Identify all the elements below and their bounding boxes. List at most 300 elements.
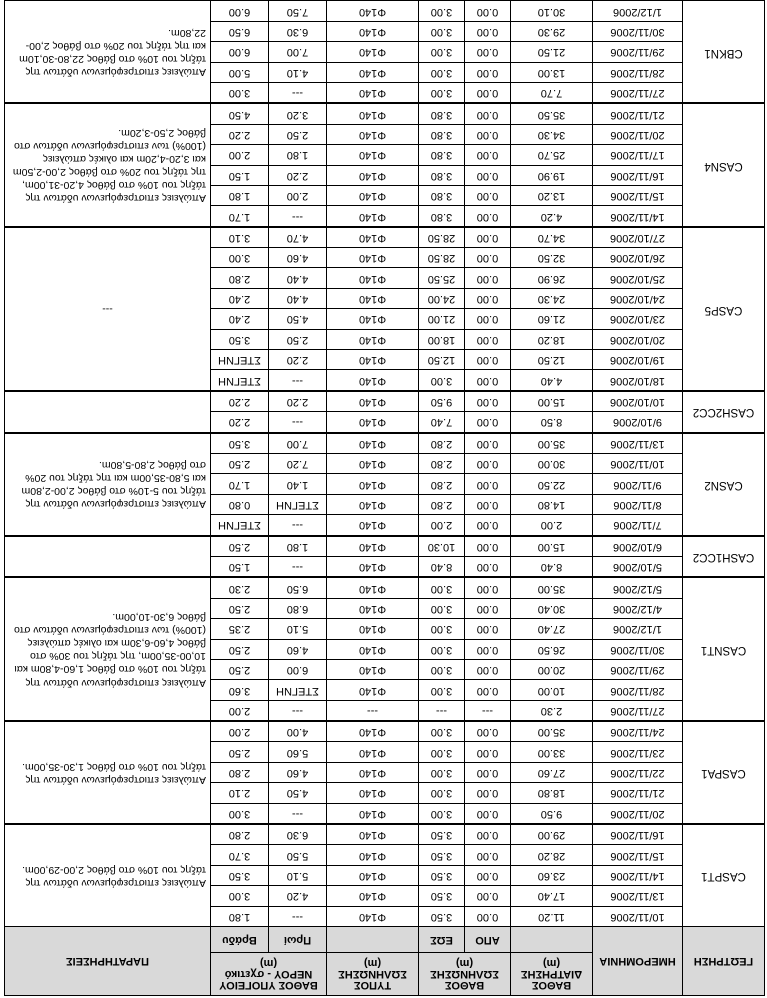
cell-date: 29/11/2006 (593, 42, 683, 62)
cell-water-morning: 6.30 (269, 21, 327, 41)
cell-date: 20/11/2006 (593, 124, 683, 144)
cell-depth: 14.80 (511, 494, 593, 514)
cell-casing-to: 28.50 (419, 227, 465, 248)
borehole-name: CBKN1 (683, 1, 765, 103)
cell-casing-from: 0.00 (465, 639, 511, 659)
cell-casing-to: 3.00 (419, 62, 465, 82)
cell-depth: 15.00 (511, 536, 593, 557)
cell-depth: 30.10 (511, 1, 593, 21)
cell-date: 23/10/2006 (593, 309, 683, 329)
header-casing-depth: ΒΑΘΟΣ ΣΩΛΗΝΩΣΗΣ (m) (419, 953, 511, 996)
cell-casing-type: Φ140 (327, 329, 419, 349)
header-type-blank (327, 927, 419, 953)
cell-casing-to: 7.40 (419, 412, 465, 433)
header-from: ΑΠΟ (465, 927, 511, 953)
borehole-name: CASNT1 (683, 577, 765, 721)
cell-casing-from: 0.00 (465, 350, 511, 370)
cell-depth: 30.40 (511, 598, 593, 618)
cell-casing-to: 2.80 (419, 494, 465, 514)
cell-casing-from: 0.00 (465, 659, 511, 679)
cell-date: 1/12/2006 (593, 619, 683, 639)
cell-depth: 35.00 (511, 577, 593, 598)
table-row (5, 906, 765, 926)
cell-casing-type: Φ140 (327, 494, 419, 514)
cell-water-evening: 3.70 (211, 845, 269, 865)
cell-water-morning: 4.50 (269, 783, 327, 803)
cell-date: 10/11/2006 (593, 454, 683, 474)
cell-casing-type: Φ140 (327, 536, 419, 557)
cell-water-evening: 2.30 (211, 577, 269, 598)
cell-casing-type: Φ140 (327, 762, 419, 782)
cell-casing-type: Φ140 (327, 619, 419, 639)
cell-casing-type: Φ140 (327, 206, 419, 227)
cell-water-evening: 2.10 (211, 783, 269, 803)
cell-depth: 34.30 (511, 124, 593, 144)
cell-casing-from: 0.00 (465, 494, 511, 514)
cell-water-evening: 2.00 (211, 145, 269, 165)
cell-casing-from: 0.00 (465, 21, 511, 41)
cell-date: 4/12/2006 (593, 598, 683, 618)
cell-date: 27/11/2006 (593, 82, 683, 103)
cell-casing-from: 0.00 (465, 619, 511, 639)
cell-water-evening: 6.00 (211, 42, 269, 62)
cell-water-evening: 3.50 (211, 865, 269, 885)
cell-casing-to: 25.50 (419, 268, 465, 288)
cell-casing-from: 0.00 (465, 556, 511, 577)
header-to: ΕΩΣ (419, 927, 465, 953)
cell-date: 23/11/2006 (593, 742, 683, 762)
cell-depth: 26.50 (511, 639, 593, 659)
cell-casing-type: Φ140 (327, 845, 419, 865)
cell-water-morning: 4.40 (269, 268, 327, 288)
cell-date: 6/10/2006 (593, 536, 683, 557)
cell-date: 30/11/2006 (593, 639, 683, 659)
cell-water-morning: --- (269, 906, 327, 926)
cell-water-evening: 3.50 (211, 329, 269, 349)
cell-date: 17/11/2006 (593, 145, 683, 165)
cell-water-morning: 2.20 (269, 165, 327, 185)
cell-date: 20/11/2006 (593, 803, 683, 824)
cell-casing-type: Φ140 (327, 598, 419, 618)
cell-water-evening: 6.50 (211, 21, 269, 41)
cell-date: 16/11/2006 (593, 824, 683, 845)
cell-casing-type: Φ140 (327, 124, 419, 144)
cell-casing-to: 12.50 (419, 350, 465, 370)
cell-depth: 2.30 (511, 700, 593, 721)
header-evening: Βράδυ (211, 927, 269, 953)
cell-casing-to: 3.00 (419, 639, 465, 659)
cell-casing-type: Φ140 (327, 639, 419, 659)
cell-casing-type: Φ140 (327, 783, 419, 803)
cell-water-morning: 6.00 (269, 659, 327, 679)
cell-casing-to: 3.50 (419, 824, 465, 845)
cell-date: 24/11/2006 (593, 721, 683, 742)
cell-casing-type: Φ140 (327, 268, 419, 288)
cell-water-morning: 2.50 (269, 124, 327, 144)
cell-casing-from: 0.00 (465, 845, 511, 865)
cell-casing-to: 3.80 (419, 185, 465, 205)
cell-water-morning: 4.70 (269, 227, 327, 248)
cell-depth: 24.30 (511, 288, 593, 308)
cell-casing-to: 8.40 (419, 556, 465, 577)
cell-casing-type: Φ140 (327, 454, 419, 474)
cell-water-evening: 2.50 (211, 536, 269, 557)
cell-water-morning: 1.40 (269, 474, 327, 494)
cell-depth: 33.00 (511, 742, 593, 762)
cell-casing-type: Φ140 (327, 577, 419, 598)
cell-depth: 26.90 (511, 268, 593, 288)
cell-casing-type: Φ140 (327, 309, 419, 329)
cell-water-evening: 2.40 (211, 288, 269, 308)
table-body (5, 1, 765, 927)
cell-date: 10/11/2006 (593, 906, 683, 926)
remarks-cell (5, 536, 211, 578)
cell-casing-from: --- (465, 700, 511, 721)
cell-date: 21/11/2006 (593, 103, 683, 124)
drilling-log-table (4, 0, 765, 996)
cell-depth: 35.50 (511, 103, 593, 124)
cell-water-evening: 2.50 (211, 454, 269, 474)
header-date: ΗΜΕΡΟΜΗΝΙΑ (593, 927, 683, 996)
cell-depth: 19.90 (511, 165, 593, 185)
cell-water-evening: 2.40 (211, 309, 269, 329)
cell-casing-type: Φ140 (327, 659, 419, 679)
cell-casing-from: 0.00 (465, 598, 511, 618)
cell-water-morning: 2.20 (269, 350, 327, 370)
cell-casing-type: Φ140 (327, 474, 419, 494)
cell-date: 28/11/2006 (593, 62, 683, 82)
remarks-cell: Απώλειες επιστρεφόμενων υδάτων της τάξης του 10% στο βάθος 1,60-4,80m και 10,00-35,00m, της τάξης του 30% στο βάθος 4,60-6,30m και ολικές απώλειες (100%) των επιστρεφόμενων υδάτων στο βάθος 6,30-10,00m. (5, 577, 211, 721)
cell-casing-from: 0.00 (465, 577, 511, 598)
cell-water-evening: ΣΤΕΓΝΗ (211, 370, 269, 391)
cell-casing-from: 0.00 (465, 762, 511, 782)
remarks-cell: Απώλειες επιστρεφόμενων υδάτων της τάξης του 10% στο βάθος 1,30-35,00m. (5, 721, 211, 824)
cell-date: 15/11/2006 (593, 185, 683, 205)
cell-water-morning: 4.60 (269, 762, 327, 782)
cell-depth: 35.00 (511, 721, 593, 742)
cell-casing-from: 0.00 (465, 783, 511, 803)
cell-date: 5/10/2006 (593, 556, 683, 577)
cell-casing-type: Φ140 (327, 370, 419, 391)
table-header (5, 927, 765, 996)
cell-date: 13/11/2006 (593, 886, 683, 906)
cell-water-evening: 3.00 (211, 248, 269, 268)
cell-casing-to: 3.00 (419, 21, 465, 41)
header-remarks: ΠΑΡΑΤΗΡΗΣΕΙΣ (5, 927, 211, 996)
cell-casing-from: 0.00 (465, 865, 511, 885)
cell-water-morning: 6.30 (269, 824, 327, 845)
cell-casing-type: Φ140 (327, 1, 419, 21)
cell-water-morning: 5.10 (269, 619, 327, 639)
cell-water-morning: 4.10 (269, 62, 327, 82)
cell-casing-from: 0.00 (465, 391, 511, 412)
cell-casing-type: Φ140 (327, 288, 419, 308)
table-row (5, 700, 765, 721)
cell-water-evening: 5.00 (211, 62, 269, 82)
cell-casing-to: 2.80 (419, 474, 465, 494)
borehole-name: CASH2CC2 (683, 391, 765, 433)
cell-water-morning: 4.60 (269, 639, 327, 659)
cell-depth: 27.40 (511, 619, 593, 639)
cell-casing-to: 18.00 (419, 329, 465, 349)
cell-casing-to: 3.00 (419, 803, 465, 824)
cell-water-evening: 3.10 (211, 227, 269, 248)
cell-casing-type: Φ140 (327, 391, 419, 412)
cell-casing-to: 3.80 (419, 165, 465, 185)
cell-depth: 29.30 (511, 21, 593, 41)
cell-water-morning: 7.00 (269, 433, 327, 454)
cell-water-evening: 2.20 (211, 124, 269, 144)
cell-water-morning: 1.80 (269, 145, 327, 165)
cell-casing-type: Φ140 (327, 824, 419, 845)
cell-depth: 2.00 (511, 515, 593, 536)
cell-water-morning: --- (269, 700, 327, 721)
header-morning: Πρωί (269, 927, 327, 953)
cell-casing-to: --- (419, 700, 465, 721)
cell-water-morning: --- (269, 206, 327, 227)
cell-casing-from: 0.00 (465, 1, 511, 21)
cell-water-evening: 2.20 (211, 412, 269, 433)
header-casing-type: ΤΥΠΟΣ ΣΩΛΗΝΩΣΗΣ (m) (327, 953, 419, 996)
cell-water-evening: 3.60 (211, 680, 269, 700)
cell-water-morning: 4.40 (269, 288, 327, 308)
cell-water-evening: ΣΤΕΓΝΗ (211, 515, 269, 536)
cell-water-morning: 3.20 (269, 103, 327, 124)
cell-water-morning: --- (269, 412, 327, 433)
cell-depth: 35.00 (511, 433, 593, 454)
cell-water-evening: 2.80 (211, 762, 269, 782)
cell-casing-to: 9.50 (419, 391, 465, 412)
cell-casing-from: 0.00 (465, 103, 511, 124)
cell-water-evening: 2.50 (211, 742, 269, 762)
header-depth: ΒΑΘΟΣ ΔΙΑΤΡΗΣΗΣ (m) (511, 953, 593, 996)
borehole-name: CASH1CC2 (683, 536, 765, 578)
table-row (5, 556, 765, 577)
cell-water-evening: 3.00 (211, 82, 269, 103)
cell-casing-from: 0.00 (465, 370, 511, 391)
cell-casing-to: 10.30 (419, 536, 465, 557)
remarks-cell: Απώλειες επιστρεφόμενων υδάτων της τάξης του 10% στο βάθος 22,80-30,10m και της τάξης του 20% στο βάθος 2,00-22,80m. (5, 1, 211, 103)
cell-casing-type: Φ140 (327, 185, 419, 205)
cell-water-morning: 5.10 (269, 865, 327, 885)
cell-water-morning: 5.50 (269, 845, 327, 865)
cell-casing-from: 0.00 (465, 721, 511, 742)
cell-date: 9/11/2006 (593, 474, 683, 494)
cell-water-morning: 5.60 (269, 742, 327, 762)
borehole-name: CASPA1 (683, 721, 765, 824)
header-water-depth: ΒΑΘΟΣ ΥΠΟΓΕΙΟΥ ΝΕΡΟΥ - σχετικό (m) (211, 953, 327, 996)
cell-date: 27/11/2006 (593, 700, 683, 721)
cell-water-evening: 3.50 (211, 433, 269, 454)
cell-date: 29/11/2006 (593, 659, 683, 679)
cell-casing-type: --- (327, 700, 419, 721)
borehole-name: CASPT1 (683, 824, 765, 926)
cell-casing-to: 3.50 (419, 845, 465, 865)
remarks-cell: --- (5, 227, 211, 391)
cell-date: 8/11/2006 (593, 494, 683, 514)
cell-depth: 27.60 (511, 762, 593, 782)
cell-water-evening: ΣΤΕΓΝΗ (211, 350, 269, 370)
cell-casing-type: Φ140 (327, 227, 419, 248)
cell-date: 24/10/2006 (593, 288, 683, 308)
cell-water-morning: 6.80 (269, 598, 327, 618)
cell-water-evening: 2.50 (211, 659, 269, 679)
cell-date: 20/10/2006 (593, 329, 683, 349)
cell-casing-from: 0.00 (465, 742, 511, 762)
cell-depth: 4.20 (511, 206, 593, 227)
cell-water-morning: 2.00 (269, 185, 327, 205)
cell-casing-type: Φ140 (327, 21, 419, 41)
cell-date: 21/11/2006 (593, 783, 683, 803)
cell-water-morning: ΣΤΕΓΝΗ (269, 680, 327, 700)
cell-casing-to: 3.00 (419, 659, 465, 679)
cell-water-morning: 1.80 (269, 536, 327, 557)
cell-depth: 18.80 (511, 783, 593, 803)
cell-casing-type: Φ140 (327, 103, 419, 124)
cell-casing-to: 3.00 (419, 742, 465, 762)
cell-depth: 18.20 (511, 329, 593, 349)
table-row (5, 412, 765, 433)
cell-water-morning: 7.50 (269, 1, 327, 21)
cell-casing-from: 0.00 (465, 536, 511, 557)
cell-casing-type: Φ140 (327, 865, 419, 885)
cell-water-evening: 1.80 (211, 906, 269, 926)
cell-depth: 11.20 (511, 906, 593, 926)
cell-casing-from: 0.00 (465, 886, 511, 906)
cell-date: 18/10/2006 (593, 370, 683, 391)
cell-date: 26/10/2006 (593, 248, 683, 268)
cell-casing-type: Φ140 (327, 248, 419, 268)
cell-water-evening: 1.50 (211, 165, 269, 185)
cell-depth: 25.70 (511, 145, 593, 165)
cell-water-evening: 1.70 (211, 206, 269, 227)
cell-water-evening: 2.35 (211, 619, 269, 639)
cell-depth: 13.20 (511, 185, 593, 205)
cell-depth: 29.00 (511, 824, 593, 845)
cell-casing-from: 0.00 (465, 288, 511, 308)
cell-casing-to: 3.00 (419, 82, 465, 103)
cell-water-evening: 2.80 (211, 824, 269, 845)
remarks-cell: Απώλειες επιστρεφόμενων υδάτων της τάξης του 10% στο βάθος 4,20-31,00m, της τάξης του 20% στο βάθος 2,00-2,50m και 3,20-4,20m και ολικές απώλειες (100%) των επιστρεφόμενων υδάτων στο βάθος 2,50-3,20m. (5, 103, 211, 226)
cell-date: 9/10/2006 (593, 412, 683, 433)
cell-water-morning: --- (269, 370, 327, 391)
cell-casing-from: 0.00 (465, 454, 511, 474)
cell-casing-from: 0.00 (465, 185, 511, 205)
cell-depth: 8.50 (511, 412, 593, 433)
cell-depth: 9.50 (511, 803, 593, 824)
cell-casing-to: 3.00 (419, 370, 465, 391)
remarks-cell: Απώλειες επιστρεφόμενων υδάτων της τάξης του 10% στο βάθος 2,00-29,00m. (5, 824, 211, 926)
cell-casing-to: 21.00 (419, 309, 465, 329)
cell-casing-to: 3.00 (419, 721, 465, 742)
cell-casing-to: 3.00 (419, 783, 465, 803)
cell-date: 27/10/2006 (593, 227, 683, 248)
cell-casing-from: 0.00 (465, 329, 511, 349)
cell-casing-to: 3.00 (419, 762, 465, 782)
cell-water-morning: 2.50 (269, 329, 327, 349)
cell-depth: 7.70 (511, 82, 593, 103)
cell-casing-to: 28.50 (419, 248, 465, 268)
cell-casing-type: Φ140 (327, 350, 419, 370)
cell-casing-from: 0.00 (465, 906, 511, 926)
cell-water-evening: 2.50 (211, 639, 269, 659)
cell-water-evening: 1.50 (211, 556, 269, 577)
cell-water-evening: 4.50 (211, 103, 269, 124)
cell-casing-to: 3.50 (419, 865, 465, 885)
cell-casing-to: 3.00 (419, 598, 465, 618)
cell-casing-to: 3.00 (419, 619, 465, 639)
cell-casing-type: Φ140 (327, 906, 419, 926)
cell-date: 14/11/2006 (593, 865, 683, 885)
cell-depth: 28.20 (511, 845, 593, 865)
borehole-name: CASP5 (683, 227, 765, 391)
cell-depth: 20.00 (511, 659, 593, 679)
header-borehole: ΓΕΩΤΡΗΣΗ (683, 927, 765, 996)
cell-water-morning: 4.20 (269, 886, 327, 906)
cell-depth: 10.00 (511, 680, 593, 700)
cell-water-evening: 2.00 (211, 700, 269, 721)
cell-water-morning: 7.00 (269, 42, 327, 62)
cell-casing-to: 3.80 (419, 124, 465, 144)
cell-depth: 21.60 (511, 309, 593, 329)
cell-casing-to: 3.80 (419, 206, 465, 227)
cell-casing-from: 0.00 (465, 824, 511, 845)
cell-water-evening: 3.00 (211, 803, 269, 824)
cell-water-morning: 6.50 (269, 577, 327, 598)
cell-casing-to: 2.80 (419, 454, 465, 474)
cell-water-morning: --- (269, 556, 327, 577)
cell-casing-type: Φ140 (327, 556, 419, 577)
cell-casing-from: 0.00 (465, 433, 511, 454)
cell-water-morning: --- (269, 803, 327, 824)
cell-water-morning: --- (269, 82, 327, 103)
borehole-name: CASN2 (683, 433, 765, 536)
cell-casing-from: 0.00 (465, 803, 511, 824)
cell-casing-type: Φ140 (327, 82, 419, 103)
cell-casing-from: 0.00 (465, 82, 511, 103)
cell-casing-to: 3.00 (419, 1, 465, 21)
cell-depth: 30.00 (511, 454, 593, 474)
cell-casing-type: Φ140 (327, 42, 419, 62)
cell-water-morning: ΣΤΕΓΝΗ (269, 494, 327, 514)
cell-casing-from: 0.00 (465, 680, 511, 700)
cell-water-evening: 2.80 (211, 268, 269, 288)
cell-casing-to: 3.00 (419, 42, 465, 62)
cell-casing-from: 0.00 (465, 62, 511, 82)
cell-casing-type: Φ140 (327, 803, 419, 824)
cell-water-morning: 2.20 (269, 391, 327, 412)
cell-casing-to: 3.00 (419, 577, 465, 598)
cell-casing-type: Φ140 (327, 412, 419, 433)
cell-date: 25/10/2006 (593, 268, 683, 288)
cell-casing-from: 0.00 (465, 309, 511, 329)
cell-casing-type: Φ140 (327, 680, 419, 700)
cell-date: 16/11/2006 (593, 165, 683, 185)
cell-depth: 22.50 (511, 474, 593, 494)
cell-depth: 23.60 (511, 865, 593, 885)
cell-casing-from: 0.00 (465, 124, 511, 144)
cell-casing-type: Φ140 (327, 742, 419, 762)
cell-casing-from: 0.00 (465, 412, 511, 433)
cell-depth: 12.50 (511, 350, 593, 370)
cell-depth: 13.00 (511, 62, 593, 82)
cell-casing-to: 3.50 (419, 906, 465, 926)
cell-depth: 21.50 (511, 42, 593, 62)
cell-casing-to: 2.00 (419, 515, 465, 536)
cell-casing-from: 0.00 (465, 42, 511, 62)
remarks-cell: Απώλειες επιστρεφόμενων υδάτων της τάξης του 5-10% στο βάθος 2,00-2,80m και 5,80-35,00m και της τάξης του 20% στο βάθος 2,80-5,80m. (5, 433, 211, 536)
cell-water-evening: 6.00 (211, 1, 269, 21)
